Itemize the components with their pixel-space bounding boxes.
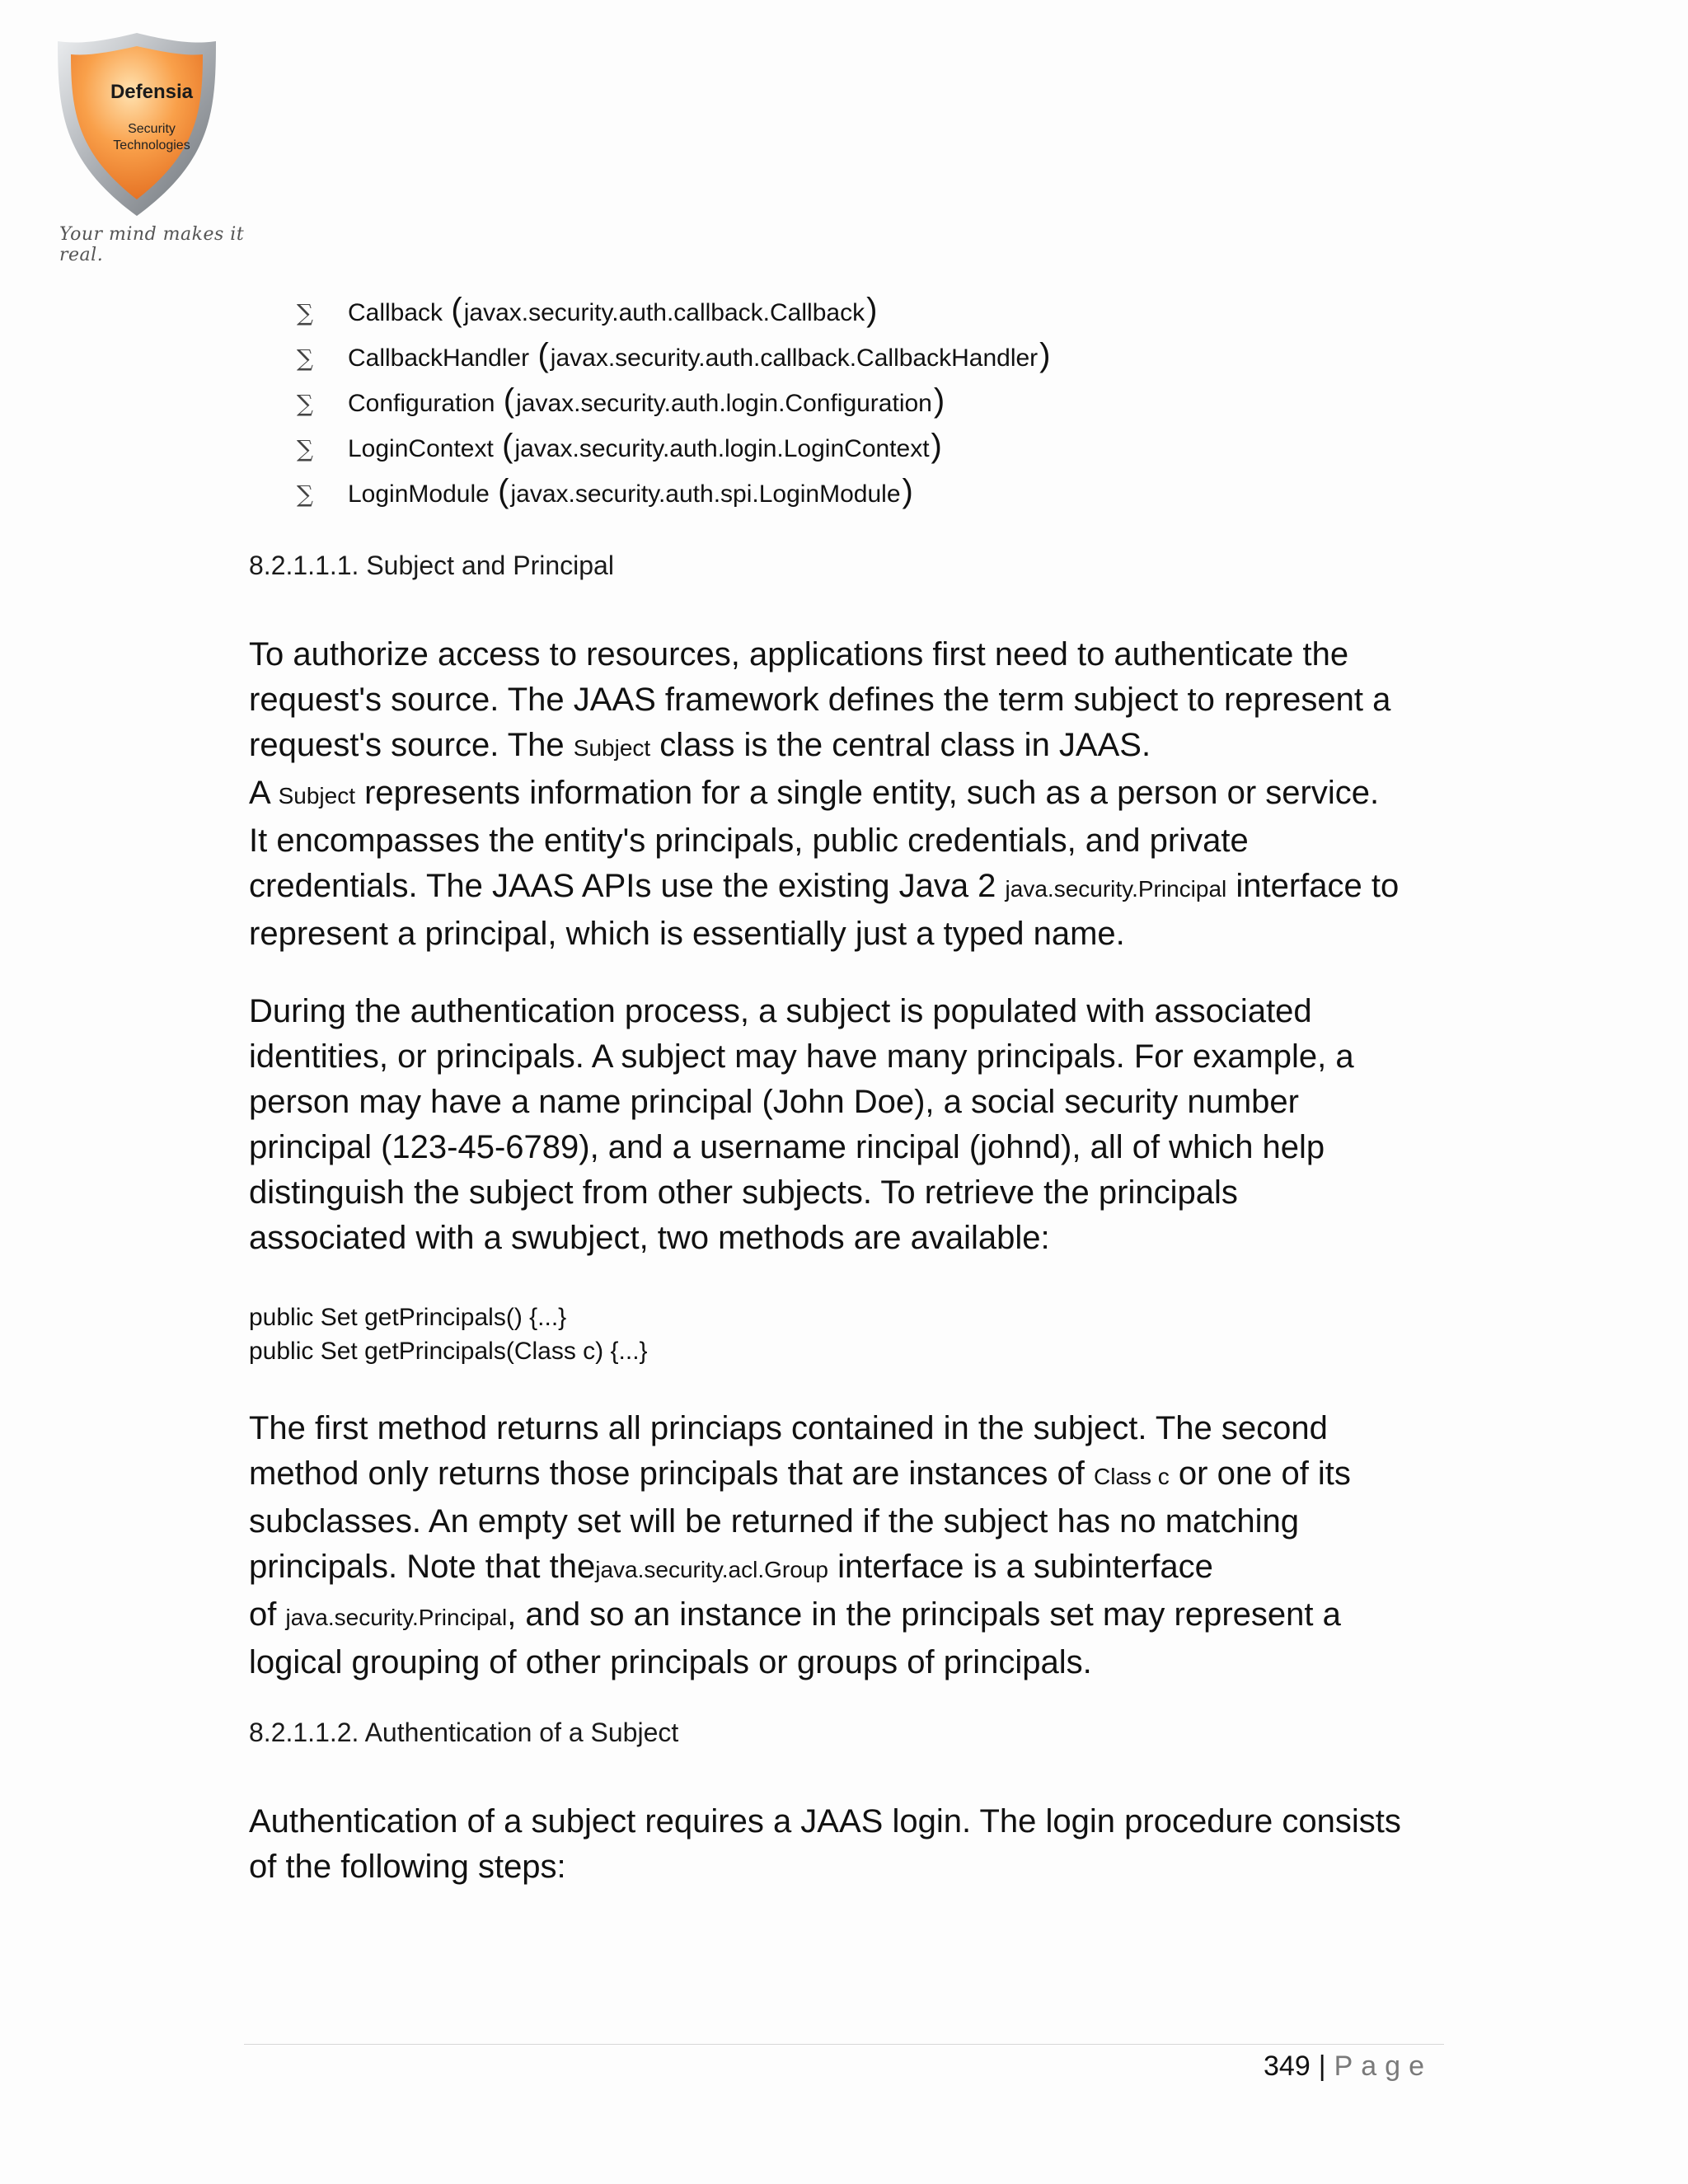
sigma-bullet-icon: ∑ (297, 390, 313, 417)
text-line: It encompasses the entity's principals, public credentials, and private (249, 823, 1249, 859)
open-paren: ( (502, 428, 513, 464)
page-footer (1264, 2050, 1432, 2083)
code-block (249, 1301, 648, 1368)
page-label: Page (1334, 2050, 1432, 2082)
inline-code: Subject (573, 735, 651, 761)
text-line: associated with a swubject, two methods are available: (249, 1220, 1050, 1256)
footer-divider (244, 2044, 1444, 2045)
class-name: LoginModule (348, 480, 490, 508)
list-item (297, 290, 1053, 335)
text-line: request's source. The Subject class is the central class in JAAS. (249, 727, 1151, 763)
close-paren: ) (1039, 337, 1051, 373)
company-logo (54, 30, 245, 265)
open-paren: ( (537, 337, 549, 373)
package-name: javax.security.auth.callback.Callback (463, 298, 865, 326)
paragraph-authentication (249, 1799, 1452, 1890)
sigma-bullet-icon: ∑ (297, 299, 313, 326)
text-line: The first method returns all princiaps contained in the subject. The second (249, 1410, 1328, 1446)
list-item (297, 471, 1053, 517)
inline-code: Subject (278, 783, 355, 808)
class-name: LoginContext (348, 434, 494, 462)
class-name: Configuration (348, 389, 495, 417)
paragraph-principals (249, 989, 1452, 1261)
package-name: javax.security.auth.spi.LoginModule (510, 480, 901, 508)
text-line: method only returns those principals that are instances of Class c or one of its (249, 1455, 1351, 1492)
open-paren: ( (451, 292, 462, 328)
text-line: of java.security.Principal, and so an instance in the principals set may represent a (249, 1596, 1341, 1633)
text-line: credentials. The JAAS APIs use the existing Java 2 java.security.Principal interface to (249, 868, 1400, 904)
text-line: person may have a name principal (John Doe), a social security number (249, 1084, 1299, 1120)
list-item (297, 426, 1053, 471)
text-line: represent a principal, which is essentially just a typed name. (249, 916, 1125, 952)
text-line: distinguish the subject from other subjects. To retrieve the principals (249, 1174, 1238, 1211)
logo-tagline: Your mind makes it real. (59, 224, 245, 265)
class-name: Callback (348, 298, 443, 326)
section-heading: 8.2.1.1.2. Authentication of a Subject (249, 1718, 679, 1747)
logo-subtitle-line1: Security (128, 122, 176, 136)
text-line: principal (123-45-6789), and a username rincipal (johnd), all of which help (249, 1129, 1325, 1165)
class-list (297, 290, 1053, 517)
package-name: javax.security.auth.login.LoginContext (514, 434, 930, 462)
text-line: To authorize access to resources, applications first need to authenticate the (249, 636, 1349, 673)
close-paren: ) (931, 428, 942, 464)
logo-brand: Defensia (110, 81, 194, 103)
close-paren: ) (902, 473, 913, 509)
text-line: logical grouping of other principals or groups of principals. (249, 1644, 1092, 1680)
package-name: javax.security.auth.callback.CallbackHandler (550, 344, 1039, 372)
sigma-bullet-icon: ∑ (297, 344, 313, 372)
open-paren: ( (498, 473, 509, 509)
text-line: principals. Note that thejava.security.acl.Group interface is a subinterface (249, 1549, 1213, 1585)
code-line: public Set getPrincipals(Class c) {...} (249, 1338, 648, 1365)
text-line: A Subject represents information for a single entity, such as a person or service. (249, 775, 1380, 811)
text-line: request's source. The JAAS framework defines the term subject to represent a (249, 682, 1391, 718)
list-item (297, 335, 1053, 381)
inline-code: java.security.Principal (1005, 876, 1227, 902)
text-line: During the authentication process, a subject is populated with associated (249, 993, 1312, 1029)
package-name: javax.security.auth.login.Configuration (516, 389, 932, 417)
paragraph-methods (249, 1406, 1452, 1685)
inline-code: Class c (1094, 1464, 1170, 1489)
sigma-bullet-icon: ∑ (297, 435, 313, 462)
text-line: subclasses. An empty set will be returned if the subject has no matching (249, 1503, 1300, 1540)
sigma-bullet-icon: ∑ (297, 480, 313, 508)
section-heading: 8.2.1.1.1. Subject and Principal (249, 551, 614, 580)
footer-separator: | (1318, 2050, 1326, 2082)
page-number: 349 (1264, 2050, 1311, 2082)
code-line: public Set getPrincipals() {...} (249, 1304, 567, 1331)
open-paren: ( (503, 382, 515, 419)
logo-subtitle-line2: Technologies (113, 138, 190, 152)
text-line: identities, or principals. A subject may have many principals. For example, a (249, 1038, 1354, 1075)
close-paren: ) (866, 292, 878, 328)
inline-code: java.security.Principal (285, 1605, 508, 1630)
class-name: CallbackHandler (348, 344, 530, 372)
paragraph-subject-intro (249, 632, 1452, 957)
text-line: Authentication of a subject requires a JAAS login. The login procedure consists (249, 1803, 1401, 1840)
inline-code: java.security.acl.Group (595, 1557, 828, 1582)
list-item (297, 381, 1053, 426)
text-line: of the following steps: (249, 1849, 566, 1885)
close-paren: ) (933, 382, 945, 419)
